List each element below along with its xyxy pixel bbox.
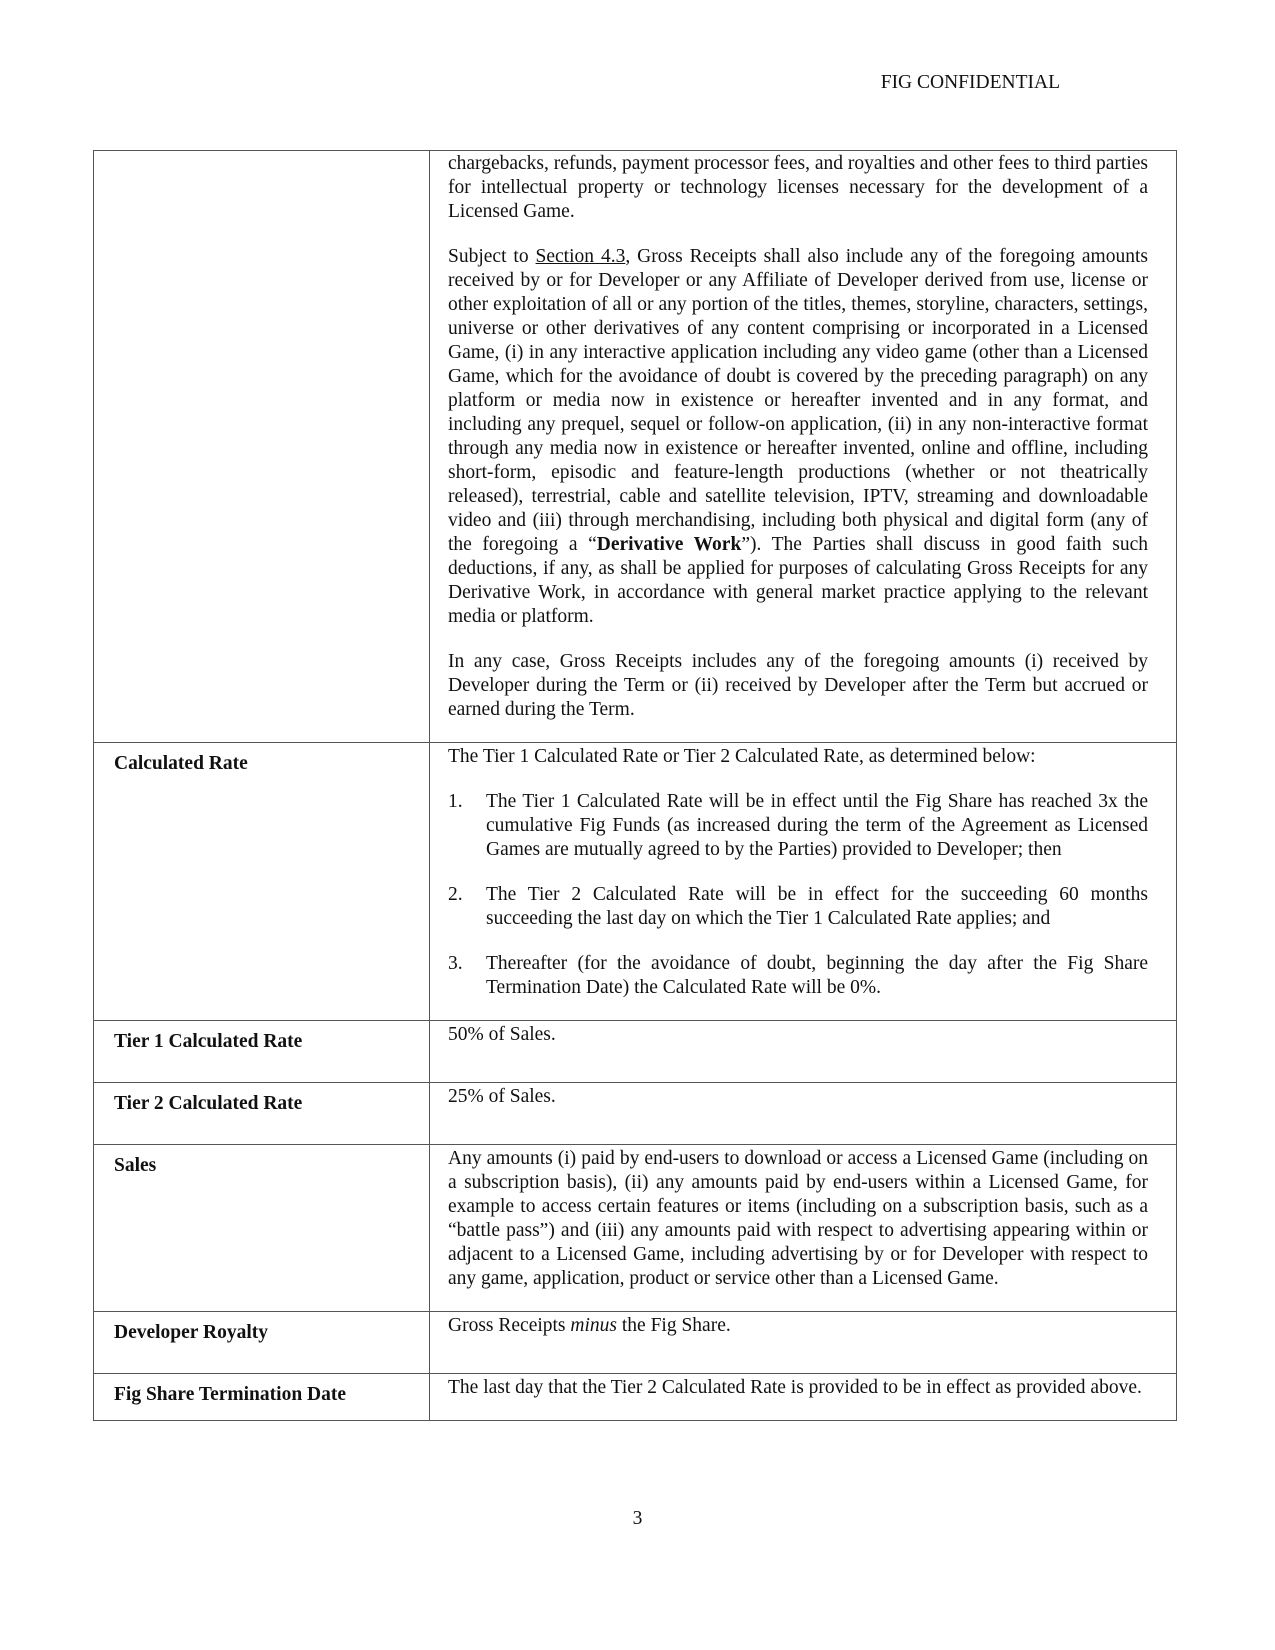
term-cell (94, 151, 430, 743)
term-cell: Tier 1 Calculated Rate (94, 1021, 430, 1083)
term-cell: Developer Royalty (94, 1312, 430, 1374)
text-span: ”). The Parties shall discuss in good faith such deductions, if any, as shall be applied for purposes of calculating Gross Receipts for any Derivative Work, in accordance with general market practice applying to the relevant media or platform. (448, 534, 1148, 627)
definition-cell (430, 1312, 1177, 1374)
list-number: 1. (448, 791, 463, 812)
list-number: 2. (448, 884, 463, 905)
table-row (94, 1374, 1177, 1421)
text-span: Subject to (448, 246, 536, 267)
definition-cell (430, 743, 1177, 1021)
list-text: Thereafter (for the avoidance of doubt, beginning the day after the Fig Share Termination Date) the Calculated Rate will be 0%. (486, 953, 1148, 998)
confidential-header: FIG CONFIDENTIAL (880, 72, 1060, 93)
table-row (94, 1145, 1177, 1312)
numbered-list (448, 790, 1148, 1000)
definition-intro: The Tier 1 Calculated Rate or Tier 2 Calculated Rate, as determined below: (448, 746, 1036, 767)
term-cell: Fig Share Termination Date (94, 1374, 430, 1421)
term-cell: Calculated Rate (94, 743, 430, 1021)
table-row (94, 1083, 1177, 1145)
text-span: the Fig Share. (617, 1315, 731, 1336)
defined-term: Derivative Work (596, 534, 742, 555)
section-reference-link[interactable]: Section 4.3 (535, 246, 626, 267)
term-cell: Sales (94, 1145, 430, 1312)
definitions-table (93, 150, 1177, 1421)
list-text: The Tier 1 Calculated Rate will be in effect until the Fig Share has reached 3x the cumulative Fig Funds (as increased during the term of the Agreement as Licensed Games are mutually agreed to by the Parties) provided to Developer; then (486, 791, 1148, 860)
text-span: Gross Receipts (448, 1315, 571, 1336)
table-row (94, 1312, 1177, 1374)
table-row (94, 743, 1177, 1021)
table-row (94, 1021, 1177, 1083)
list-item (448, 790, 1148, 862)
term-cell: Tier 2 Calculated Rate (94, 1083, 430, 1145)
list-number: 3. (448, 953, 463, 974)
definition-paragraph (448, 245, 1148, 629)
list-text: The Tier 2 Calculated Rate will be in effect for the succeeding 60 months succeeding the last day on which the Tier 1 Calculated Rate applies; and (486, 884, 1148, 929)
definition-cell: Any amounts (i) paid by end-users to download or access a Licensed Game (including on a subscription basis), (ii) any amounts paid by end-users within a Licensed Game, for example to access certain features or items (including on a subscription basis, such as a “battle pass”) and (iii) any amounts paid with respect to advertising appearing within or adjacent to a Licensed Game, including advertising by or for Developer with respect to any game, application, product or service other than a Licensed Game. (430, 1145, 1177, 1312)
list-item (448, 952, 1148, 1000)
definition-paragraph: In any case, Gross Receipts includes any of the foregoing amounts (i) received by Developer during the Term or (ii) received by Developer after the Term but accrued or earned during the Term. (448, 651, 1148, 720)
definition-cell: 25% of Sales. (430, 1083, 1177, 1145)
definition-paragraph: chargebacks, refunds, payment processor fees, and royalties and other fees to third parties for intellectual property or technology licenses necessary for the development of a Licensed Game. (448, 153, 1148, 222)
text-span: , Gross Receipts shall also include any of the foregoing amounts received by or for Developer or any Affiliate of Developer derived from use, license or other exploitation of all or any portion of the titles, themes, storyline, characters, settings, universe or other derivatives of any content comprising or incorporated in a Licensed Game, (i) in any interactive application including any video game (other than a Licensed Game, which for the avoidance of doubt is covered by the preceding paragraph) on any platform or media now in existence or hereafter invented and in any format, and including any prequel, sequel or follow-on application, (ii) in any non-interactive format through any media now in existence or hereafter invented, online and offline, including short-form, episodic and feature-length productions (whether or not theatrically released), terrestrial, cable and satellite television, IPTV, streaming and downloadable video and (iii) through merchandising, including both physical and digital form (any of the foregoing a “ (448, 246, 1148, 555)
list-item (448, 883, 1148, 931)
italic-text: minus (570, 1315, 617, 1336)
definition-cell: 50% of Sales. (430, 1021, 1177, 1083)
page-number: 3 (632, 1508, 643, 1529)
definition-cell: The last day that the Tier 2 Calculated Rate is provided to be in effect as provided above. (430, 1374, 1177, 1421)
table-row (94, 151, 1177, 743)
definition-cell (430, 151, 1177, 743)
